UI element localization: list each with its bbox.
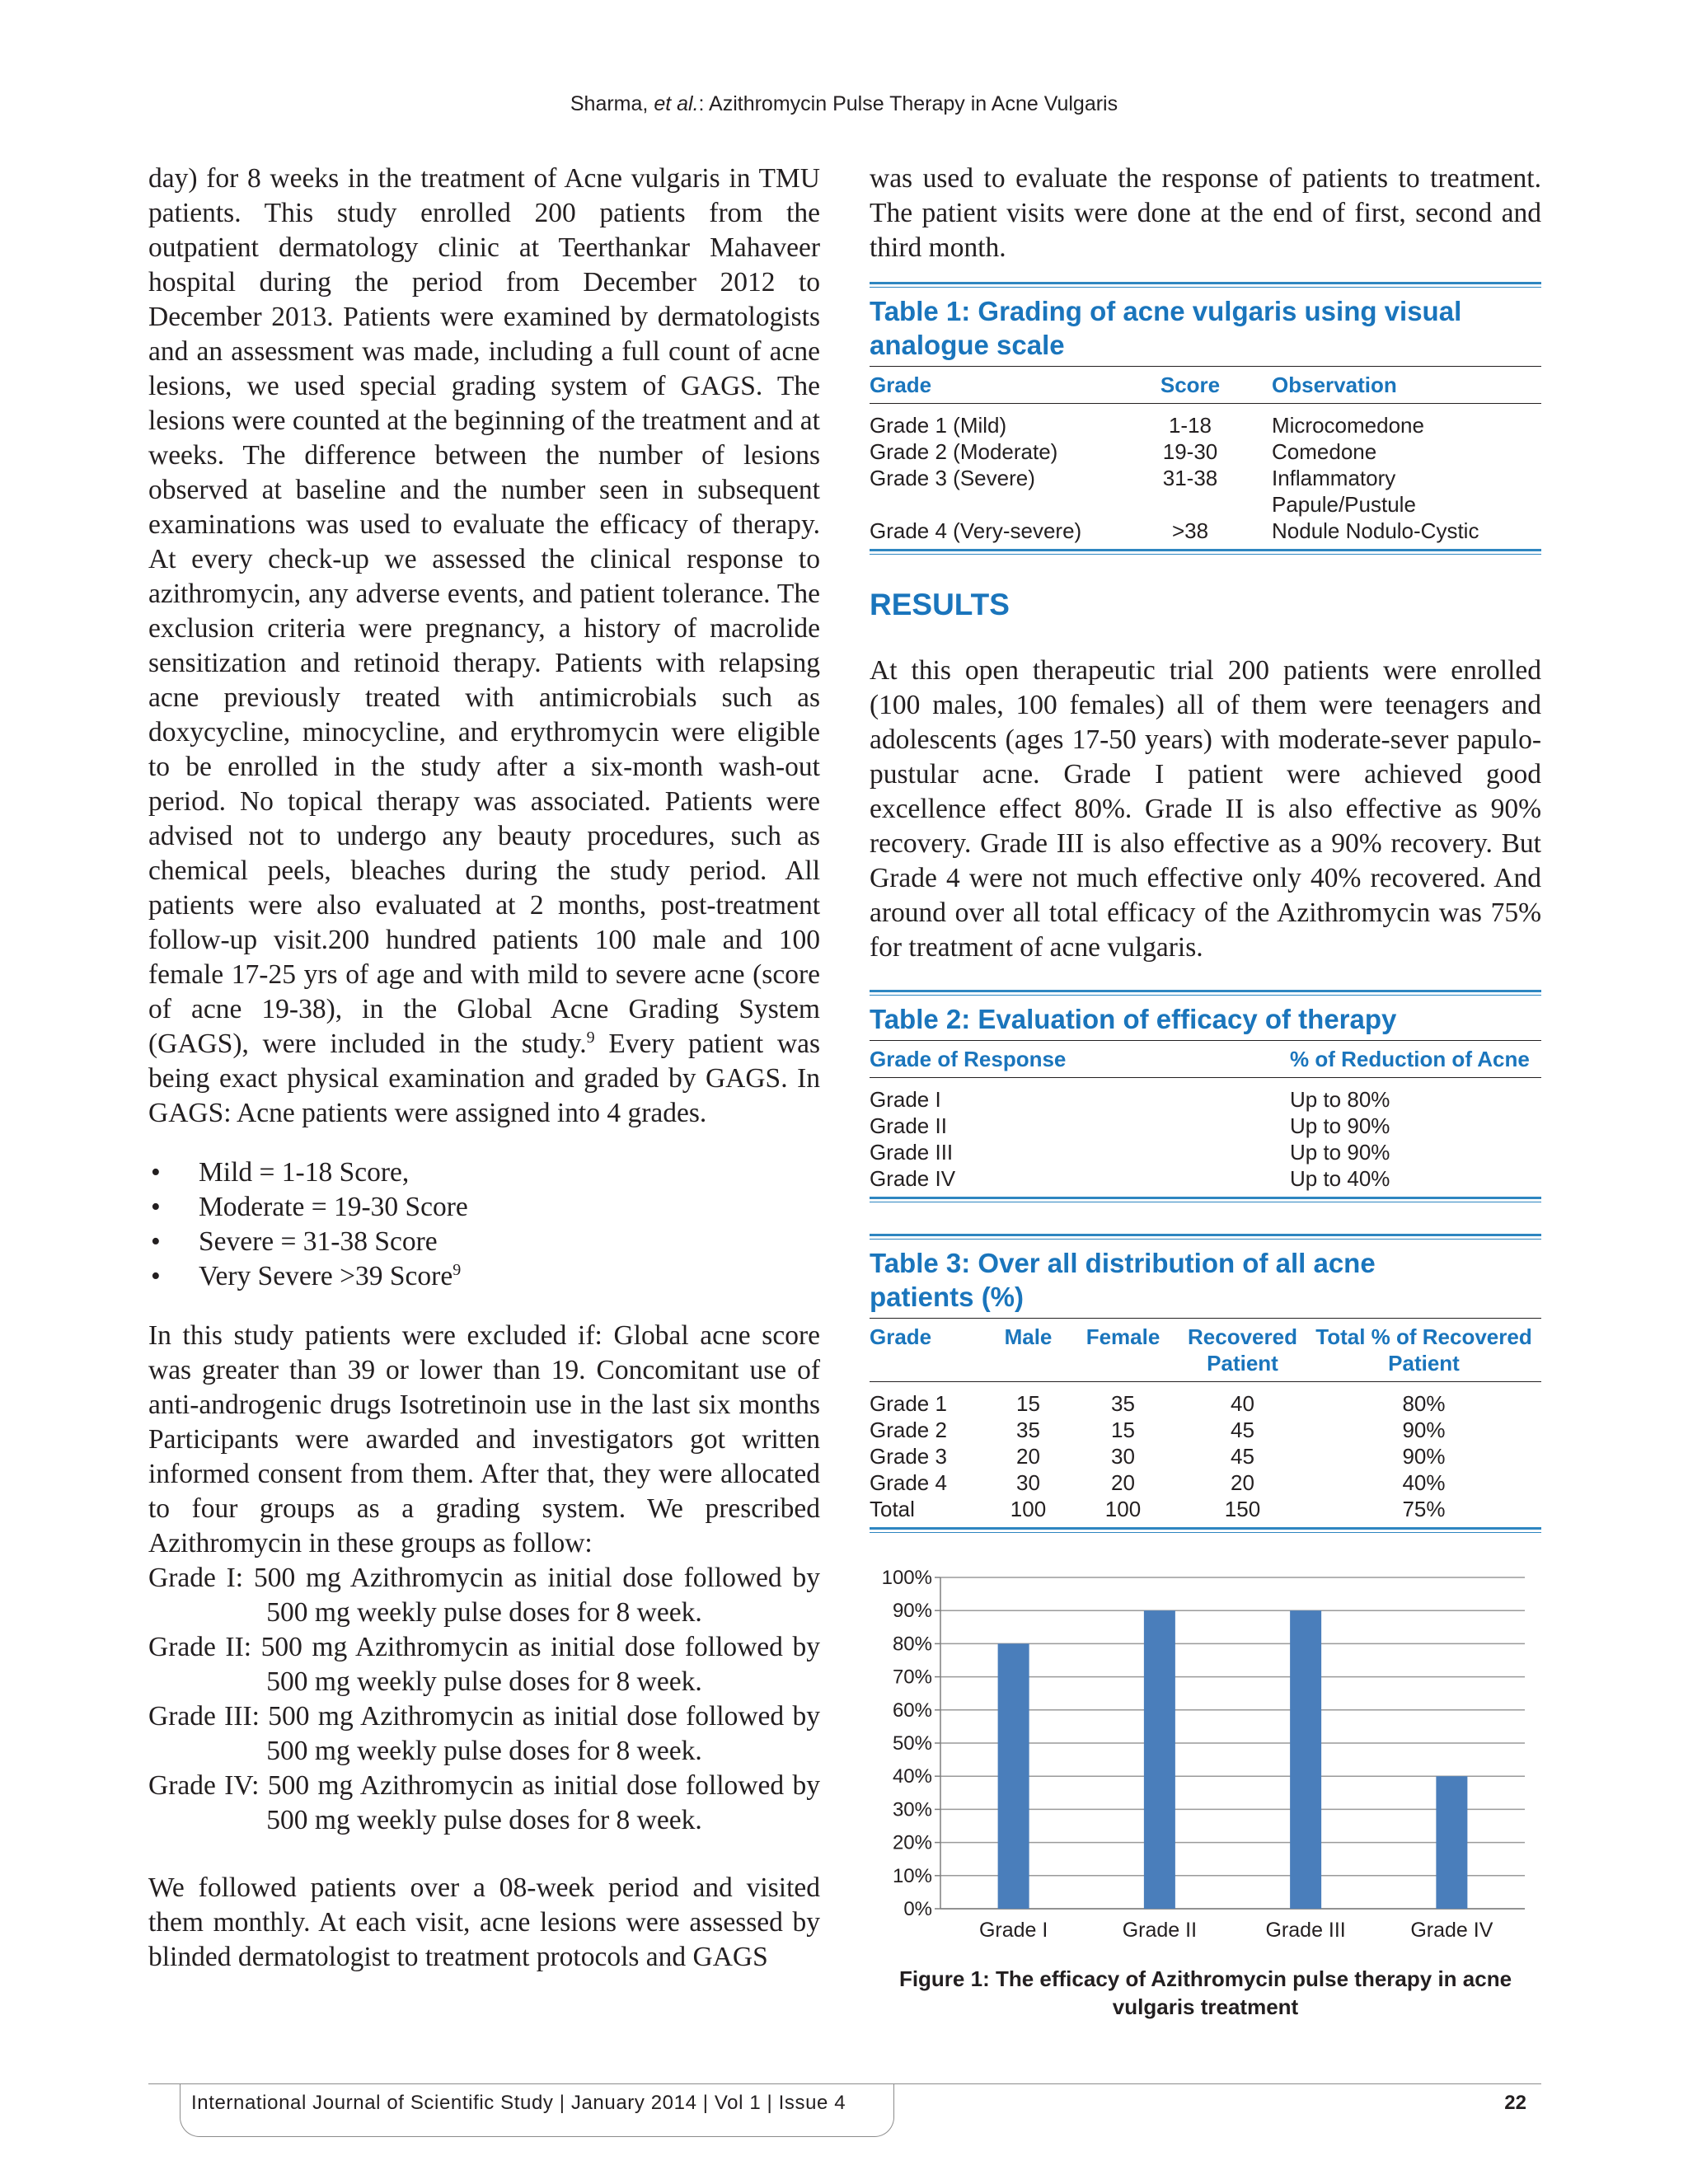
bullet-text: Severe = 31-38 Score [199,1226,438,1257]
table-cell: Inflammatory Papule/Pustule [1272,466,1416,517]
chart-y-tick-label: 100% [881,1567,932,1589]
table-row [870,1443,1541,1469]
table-2-grid [870,1040,1541,1197]
table-cell: Grade 4 [870,1470,947,1495]
bullet-item [148,1259,820,1294]
bullet-text: Mild = 1-18 Score, [199,1157,410,1188]
chart-y-tick-label: 80% [892,1633,932,1656]
table-row [870,1417,1541,1443]
bullet-text: Very Severe >39 Score [199,1261,453,1291]
table-3 [870,1234,1541,1533]
table-cell: Grade 1 (Mild) [870,413,1007,438]
table-cell: 40% [1402,1470,1446,1495]
dose-item [148,1699,820,1769]
chart-y-tick-label: 20% [892,1831,932,1854]
exclusion-paragraph: In this study patients were excluded if: Global acne score was greater than 39 or lower than 19. Concomitant use of anti-androgenic drugs Isotretinoin use in the last six months Participants were awarded and investigators got written informed consent from them. After that, they were allocated to four groups as a grading system. We prescribed Azithromycin in these groups as follow: [148,1320,820,1558]
table-cell: 35 [1111,1391,1135,1416]
running-head-etal: et al. [654,92,699,115]
table-cell: Grade 1 [870,1391,947,1416]
chart-x-tick-label: Grade IV [1410,1919,1493,1938]
chart-y-tick-label: 0% [903,1898,932,1920]
table-rule [870,1197,1541,1202]
efficacy-bar-chart [870,1559,1541,1938]
chart-y-tick-label: 70% [892,1666,932,1689]
table-cell: Grade II [870,1113,947,1138]
chart-bar [998,1643,1029,1909]
chart-bar [1436,1776,1467,1909]
table-row [870,1469,1541,1496]
table-row [870,518,1541,549]
table-row [870,1113,1541,1139]
table-cell: 100 [1104,1497,1142,1521]
table-cell: 150 [1224,1497,1261,1521]
table-cell: 30 [1111,1444,1135,1469]
table-3-grid [870,1318,1541,1527]
citation-9: 9 [452,1260,462,1279]
bullet-text: Moderate = 19-30 Score [199,1192,468,1222]
table-header: Female [1067,1319,1179,1382]
table-header: Score [1123,367,1257,404]
table-cell: 15 [1016,1391,1040,1416]
table-rule [870,282,1541,288]
table-cell: Up to 90% [1290,1140,1390,1165]
table-row [870,1382,1541,1418]
dose-line: 500 mg weekly pulse doses for 8 week. [266,1666,702,1697]
table-3-title: Table 3: Over all distribution of all acne patients (%) [870,1248,1376,1312]
table-rule [870,1527,1541,1533]
table-row [870,1139,1541,1165]
left-column [148,162,820,1975]
table-cell: 90% [1402,1418,1446,1442]
table-cell: Up to 80% [1290,1087,1390,1112]
table-1-title: Table 1: Grading of acne vulgaris using visual analogue scale [870,296,1462,360]
table-cell: 75% [1402,1497,1446,1521]
table-cell: Grade 4 (Very-severe) [870,518,1082,543]
chart-x-tick-label: Grade III [1265,1919,1346,1938]
table-cell: 15 [1111,1418,1135,1442]
table-cell: 20 [1231,1470,1254,1495]
citation-9: 9 [586,1028,595,1047]
methods-text-a: day) for 8 weeks in the treatment of Acne vulgaris in TMU patients. This study enrolled 200 patients from the outpatient dermatology clinic at Teerthankar Mahaveer hospital during the period from December 2012 to December 2013. Patients were examined by dermatologists and an assessment was made, including a full count of acne lesions, we used special grading system of GAGS. The lesions were counted at the beginning of the treatment and at weeks. The difference between the number of lesions observed at baseline and the number seen in subsequent examinations was used to evaluate the efficacy of therapy. At every check-up we assessed the clinical response to azithromycin, any adverse events, and patient tolerance. The exclusion criteria were pregnancy, a history of macrolide sensitization and retinoid therapy. Patients with relapsing acne previously treated with antimicrobials such as doxycycline, minocycline, and erythromycin were eligible to be enrolled in the study after a six-month wash-out period. No topical therapy was associated. Patients were advised not to undergo any beauty procedures, such as chemical peels, bleaches during the study period. All patients were also evaluated at 2 months, post-treatment follow-up visit.200 hundred patients 100 male and 100 female 17-25 yrs of age and with mild to severe acne (score of acne 19-38), in the Global Acne Grading System (GAGS), were included in the study. [148,163,820,1059]
table-cell: 20 [1111,1470,1135,1495]
bullet-item [148,1225,820,1259]
table-cell: >38 [1171,518,1209,543]
table-header: Recovered Patient [1179,1319,1306,1382]
table-header: Grade [870,367,1123,404]
table-cell: 90% [1402,1444,1446,1469]
dose-item [148,1769,820,1838]
table-cell: Total [870,1497,915,1521]
results-heading: RESULTS [870,588,1010,621]
table-cell: Microcomedone [1272,413,1424,438]
dose-item [148,1561,820,1630]
running-head-authors: Sharma, [570,92,654,115]
table-row [870,404,1541,439]
table-cell: Nodule Nodulo-Cystic [1272,518,1479,543]
table-header: Observation [1257,367,1541,404]
table-cell: Grade 2 (Moderate) [870,439,1058,464]
table-row [870,465,1541,518]
table-cell: Grade 3 [870,1444,947,1469]
table-1 [870,282,1541,555]
table-cell: 40 [1231,1391,1254,1416]
bullet-item [148,1155,820,1190]
table-cell: 30 [1016,1470,1040,1495]
table-row [870,1496,1541,1527]
page-number: 22 [1504,2092,1526,2114]
table-cell: Grade III [870,1140,954,1165]
chart-y-tick-label: 50% [892,1732,932,1755]
table-row [870,1165,1541,1197]
table-row [870,438,1541,465]
running-head [0,92,1688,116]
table-cell: 45 [1231,1418,1254,1442]
table-cell: 35 [1016,1418,1040,1442]
running-head-title: : Azithromycin Pulse Therapy in Acne Vulgaris [698,92,1118,115]
table-1-grid [870,366,1541,549]
dose-line: Grade I: 500 mg Azithromycin as initial dose followed by [148,1563,820,1593]
table-cell: Grade I [870,1087,941,1112]
dose-item [148,1630,820,1699]
table-row [870,1078,1541,1113]
methods-text-b: Every patient was being exact physical examination and graded by GAGS. In GAGS: Acne patients were assigned into 4 grades. [148,1029,820,1128]
table-cell: 19-30 [1162,439,1218,464]
table-header: % of Reduction of Acne [1290,1041,1541,1078]
dose-list [148,1561,820,1838]
table-header: Grade of Response [870,1041,1290,1078]
table-cell: 31-38 [1162,466,1218,490]
table-cell: 100 [1010,1497,1047,1521]
chart-x-tick-label: Grade I [978,1919,1048,1938]
chart-y-tick-label: 60% [892,1699,932,1722]
results-paragraph: At this open therapeutic trial 200 patients were enrolled (100 males, 100 females) all of them were teenagers and adolescents (ages 17-50 years) with moderate-sever papulo-pustular acne. Grade I patient were achieved good excellence effect 80%. Grade II is also effective as 90% recovery. Grade III is also effective as a 90% recovery. But Grade 4 were not much effective only 40% recovered. And around over all total efficacy of the Azithromycin was 75% for treatment of acne vulgaris. [870,655,1541,963]
dose-line: Grade II: 500 mg Azithromycin as initial dose followed by [148,1632,820,1662]
table-cell: 20 [1016,1444,1040,1469]
chart-x-tick-label: Grade II [1122,1919,1198,1938]
table-cell: Comedone [1272,439,1377,464]
table-cell: Grade 2 [870,1418,947,1442]
right-column [870,162,1541,1533]
dose-line: Grade IV: 500 mg Azithromycin as initial dose followed by [148,1770,820,1801]
chart-y-tick-label: 90% [892,1600,932,1623]
chart-bar [1290,1610,1321,1909]
chart-y-tick-label: 30% [892,1798,932,1821]
chart-svg [870,1559,1541,1938]
table-rule [870,990,1541,996]
dose-line: 500 mg weekly pulse doses for 8 week. [266,1597,702,1628]
table-2 [870,990,1541,1202]
dose-line: Grade III: 500 mg Azithromycin as initial dose followed by [148,1701,820,1732]
figure-1-caption: Figure 1: The efficacy of Azithromycin pulse therapy in acne vulgaris treatment [898,1966,1512,2019]
evaluation-paragraph: was used to evaluate the response of patients to treatment. The patient visits were done at the end of first, second and third month. [870,163,1541,263]
grade-bullet-list [148,1155,820,1294]
table-header: Male [989,1319,1067,1382]
table-cell: 1-18 [1168,413,1212,438]
table-cell: 80% [1402,1391,1446,1416]
table-cell: Up to 90% [1290,1113,1390,1138]
followup-paragraph: We followed patients over a 08-week period and visited them monthly. At each visit, acne lesions were assessed by blinded dermatologist to treatment protocols and GAGS [148,1872,820,1972]
table-rule [870,549,1541,555]
chart-y-tick-label: 40% [892,1765,932,1788]
bullet-item [148,1190,820,1225]
table-2-title: Table 2: Evaluation of efficacy of therapy [870,1004,1397,1034]
table-rule [870,1234,1541,1240]
table-header: Grade [870,1319,989,1382]
table-cell: 45 [1231,1444,1254,1469]
table-cell: Grade 3 (Severe) [870,466,1035,490]
table-cell: Up to 40% [1290,1166,1390,1191]
dose-line: 500 mg weekly pulse doses for 8 week. [266,1736,702,1766]
footer-journal: International Journal of Scientific Study | January 2014 | Vol 1 | Issue 4 [191,2092,846,2114]
methods-paragraph-1 [148,162,820,1131]
table-header: Total % of Recovered Patient [1306,1319,1541,1382]
chart-y-tick-label: 10% [892,1864,932,1887]
chart-bar [1144,1610,1175,1909]
dose-line: 500 mg weekly pulse doses for 8 week. [266,1805,702,1835]
table-cell: Grade IV [870,1166,956,1191]
